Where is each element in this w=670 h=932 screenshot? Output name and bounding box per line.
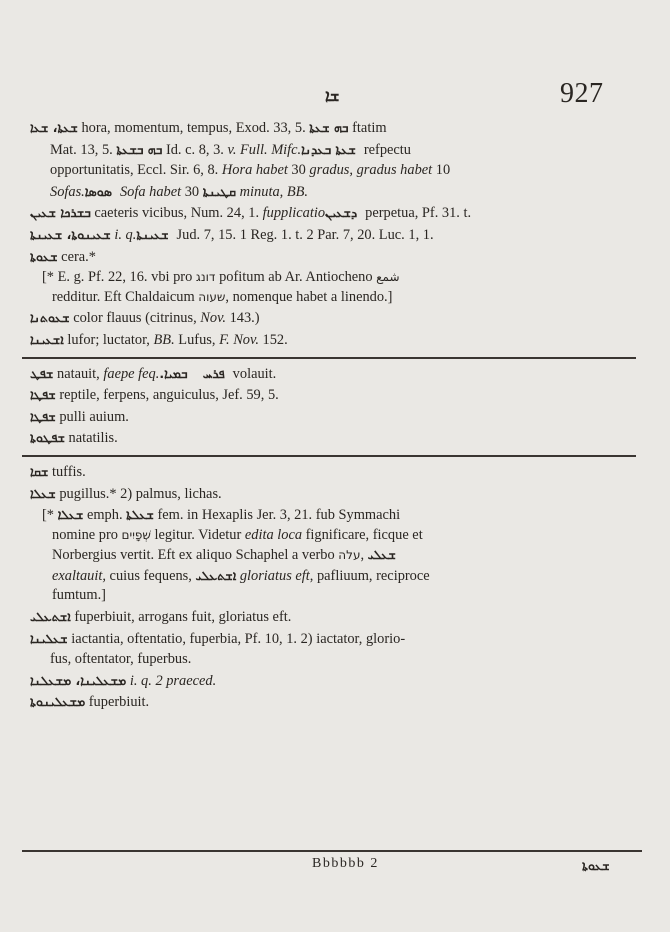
signature-mark: Bbbbbb 2 [312, 856, 379, 871]
note-text: cuius fequens, [105, 567, 196, 584]
entry-text: fuperbiuit, arrogans fuit, gloriatus eft. [70, 609, 292, 626]
entry-tuffis [30, 462, 628, 483]
syriac-headword: ܒܫܪܟܐ ܫܥܝܢ [30, 205, 91, 221]
syriac-word: ܫܥܠܐ [57, 507, 84, 523]
entry-text: Jud. 7, 15. 1 Reg. 1. t. 2 Par. 7, 20. Luc. 1, 1. [172, 226, 434, 243]
entry-italic: fupplicatio [262, 205, 326, 222]
entry-italic: faepe feq. [103, 365, 160, 382]
entry-text: natauit, [53, 365, 104, 382]
syriac-headword: ܫܦܛ [30, 365, 54, 381]
note-italic: edita loca [244, 526, 303, 543]
note-text: Norbergius vertit. Eft ex aliquo Schaphel a verbo [52, 547, 339, 564]
note-italic: gloriatus eft [236, 567, 310, 584]
hebrew-word: עלה [338, 548, 361, 563]
entry-reptile [30, 385, 628, 406]
entry-text: 143.) [226, 310, 260, 327]
entry-hora-cont-1 [30, 140, 628, 161]
entry-italic: i. q. [110, 226, 137, 243]
hebrew-word: דונג [195, 270, 216, 285]
syriac-headword: ܫܦܛܐ [30, 387, 56, 403]
note-text: legitur. Videtur [150, 526, 245, 543]
entry-text: fus, oftentator, fuperbus. [50, 651, 192, 668]
syriac-word: ܫܥܠܝ [367, 547, 396, 563]
entry-italic: minuta, BB. [236, 183, 309, 200]
arabic-word: شمع [376, 270, 400, 285]
syriac-word: ܫܥܠܬܐ [126, 507, 154, 523]
note-text: pofitum ab Ar. Antiocheno [215, 269, 377, 286]
hebrew-word: שעוה [198, 289, 226, 304]
entry-pulli [30, 407, 628, 428]
syriac-headword: ܐܫܬܥܠܝ [30, 609, 71, 625]
syriac-headword: ܫܦܛܐ [30, 408, 56, 424]
entry-hora [30, 118, 628, 139]
entry-text: pugillus.* 2) palmus, lichas. [55, 485, 222, 502]
entry-iactantia [30, 629, 628, 650]
entry-italic: gradus, gradus habet [309, 162, 433, 179]
syriac-headword: ܫܩܐ [30, 463, 49, 479]
syriac-headword: ܫܥܠܝܢܐ [30, 630, 68, 646]
note-text: emph. [86, 507, 127, 524]
footnote-pugillus: [* ܫܥܠܐ emph. ܫܥܠܬܐ fem. in Hexaplis Jer. 3, 21. fub Symmachi nomine pro שְׁפָיִים legitur. Videtur edita loca fignificare, ficque et Norbergius vertit. Eft ex aliquo Schaphel a verbo עלה, ܫܥܠܝ exaltauit, cuius fequens, ܐܫܬܥܠܝ gloriatus eft, pafliuum, reciproce fumtum.] [42, 507, 430, 604]
syriac-headword: ܫܥܠܐ [30, 485, 56, 501]
note-text: fem. in Hexaplis Jer. 3, 21. fub Symmachi [153, 507, 401, 524]
entry-text: color flauus (citrinus, [69, 310, 201, 327]
entry-text: natatilis. [64, 430, 118, 447]
entry-text: perpetua, Pf. 31. t. [361, 205, 472, 222]
catchword: ܫܥܘܬܐ [582, 858, 610, 873]
entry-lufor [30, 330, 628, 351]
note-italic: exaltauit, [52, 567, 106, 584]
entry-text: refpectu [360, 141, 411, 158]
page-header [0, 78, 670, 118]
entry-italic: i. q. 2 praeced. [126, 672, 217, 689]
running-head: ܫܐ [325, 88, 340, 105]
entry-italic: F. Nov. [219, 331, 259, 348]
entry-natauit [30, 364, 628, 385]
entry-iactantia-cont [30, 650, 628, 670]
entry-text: fuperbiuit. [85, 694, 150, 711]
section-rule [22, 455, 636, 457]
entry-text: caeteris vicibus, Num. 24, 1. [90, 205, 263, 222]
entry-pugillus [30, 484, 628, 505]
note-text: , nomenque habet a linendo.] [225, 288, 393, 305]
note-text: fumtum.] [52, 587, 106, 604]
entry-text: Id. c. 8, 3. [162, 141, 228, 158]
entry-text: tuffis. [48, 463, 86, 480]
syriac-word: ܦܪܚ [202, 365, 230, 381]
entry-text: pulli auium. [55, 408, 129, 425]
syriac-headword: ܫܦܛܘܬܐ [30, 430, 65, 446]
entry-text: Lufus, [174, 331, 220, 348]
entry-italic: BB. [153, 331, 175, 348]
entry-text: volauit. [229, 365, 277, 382]
entry-text: 30 [287, 162, 310, 179]
syriac-word: ܒܗ ܒܫܥܬܐ [116, 141, 163, 157]
entry-text: reptile, ferpens, anguiculus, Jef. 59, 5. [55, 387, 279, 404]
syriac-headword: ܐܫܥܝܢܐ [30, 331, 64, 347]
entry-text: Mat. 13, 5. [50, 141, 117, 158]
syriac-word: ܒܡܝܐ. [159, 365, 192, 381]
entry-text: lufor; luctator, [63, 331, 154, 348]
section-rule [22, 357, 636, 359]
hebrew-word: שְׁפָיִים [121, 527, 151, 542]
entry-cera [30, 247, 628, 268]
entry-text: hora, momentum, tempus, Exod. 33, 5. [77, 120, 310, 136]
entry-superbiuit [30, 607, 628, 628]
entry-text: 30 [181, 183, 203, 200]
entry-text: cera.* [57, 248, 96, 265]
entry-italic: Sofas. [50, 183, 85, 200]
footer-rule [22, 850, 642, 852]
syriac-headword: ܡܫܥܠܝܢܘܬܐ [30, 694, 86, 710]
page-footer [22, 850, 642, 874]
syriac-word: ܫܥܬܐ ܒܥܕܢܐ [301, 141, 361, 157]
entry-color-flauus [30, 308, 628, 329]
entry-iq-praeced [30, 671, 628, 692]
syriac-headword: ܡܫܥܠܝܢܐ، ܡܫܥܠܢܐ [30, 672, 127, 688]
syriac-word: ܣܘܣܐ [84, 183, 117, 199]
note-text: nomine pro [52, 526, 122, 543]
syriac-word: ܐܫܬܥܠܝ [195, 567, 237, 583]
entry-text: iactantia, oftentatio, fuperbia, Pf. 10, 1. 2) iactator, glorio- [67, 630, 406, 647]
entry-italic: Sofa habet [116, 183, 182, 200]
entry-italic: Hora habet [221, 162, 288, 179]
note-text: , pafliuum, reciproce [309, 567, 430, 584]
entry-superbiuit-2 [30, 692, 628, 713]
entry-italic: v. Full. Mifc. [227, 141, 302, 158]
syriac-headword: ܫܥܝܢܘܬܐ، ܫܥܝܢܬܐ [30, 226, 111, 242]
note-text: [* E. g. Pf. 22, 16. vbi pro [42, 269, 196, 286]
page-number: 927 [560, 78, 604, 109]
entry-natatilis [30, 428, 628, 449]
note-text: fignificare, ficque et [302, 526, 423, 543]
syriac-word: ܒܗ ܫܥܬܐ [309, 120, 349, 135]
note-text: redditur. Eft Chaldaicum [52, 288, 199, 305]
syriac-headword: ܫܥܘܬܢܐ [30, 310, 70, 326]
syriac-word: ܕܫܥܝܢ [325, 205, 362, 221]
footnote-cera [30, 268, 628, 307]
entry-text: 10 [432, 162, 451, 179]
syriac-word: ܩܛܝܢܬܐ [202, 183, 237, 199]
entry-shaiyinutha [30, 225, 628, 246]
entry-italic: Nov. [200, 310, 226, 327]
entry-text: opportunitatis, Eccl. Sir. 6, 8. [50, 162, 222, 179]
entry-text: ftatim [348, 120, 387, 136]
entry-text: 152. [258, 331, 288, 348]
entry-hora-cont-3 [30, 182, 628, 203]
syriac-headword: ܫܥܘܬܐ [30, 248, 58, 264]
syriac-word: ܫܥܝܢܬܐ [136, 226, 173, 242]
syriac-headword: ܫܥܬܐ، ܫܥܐ [30, 120, 78, 135]
entry-hora-cont-2 [30, 161, 628, 181]
page-body [30, 118, 628, 714]
entry-caeteris [30, 203, 628, 224]
